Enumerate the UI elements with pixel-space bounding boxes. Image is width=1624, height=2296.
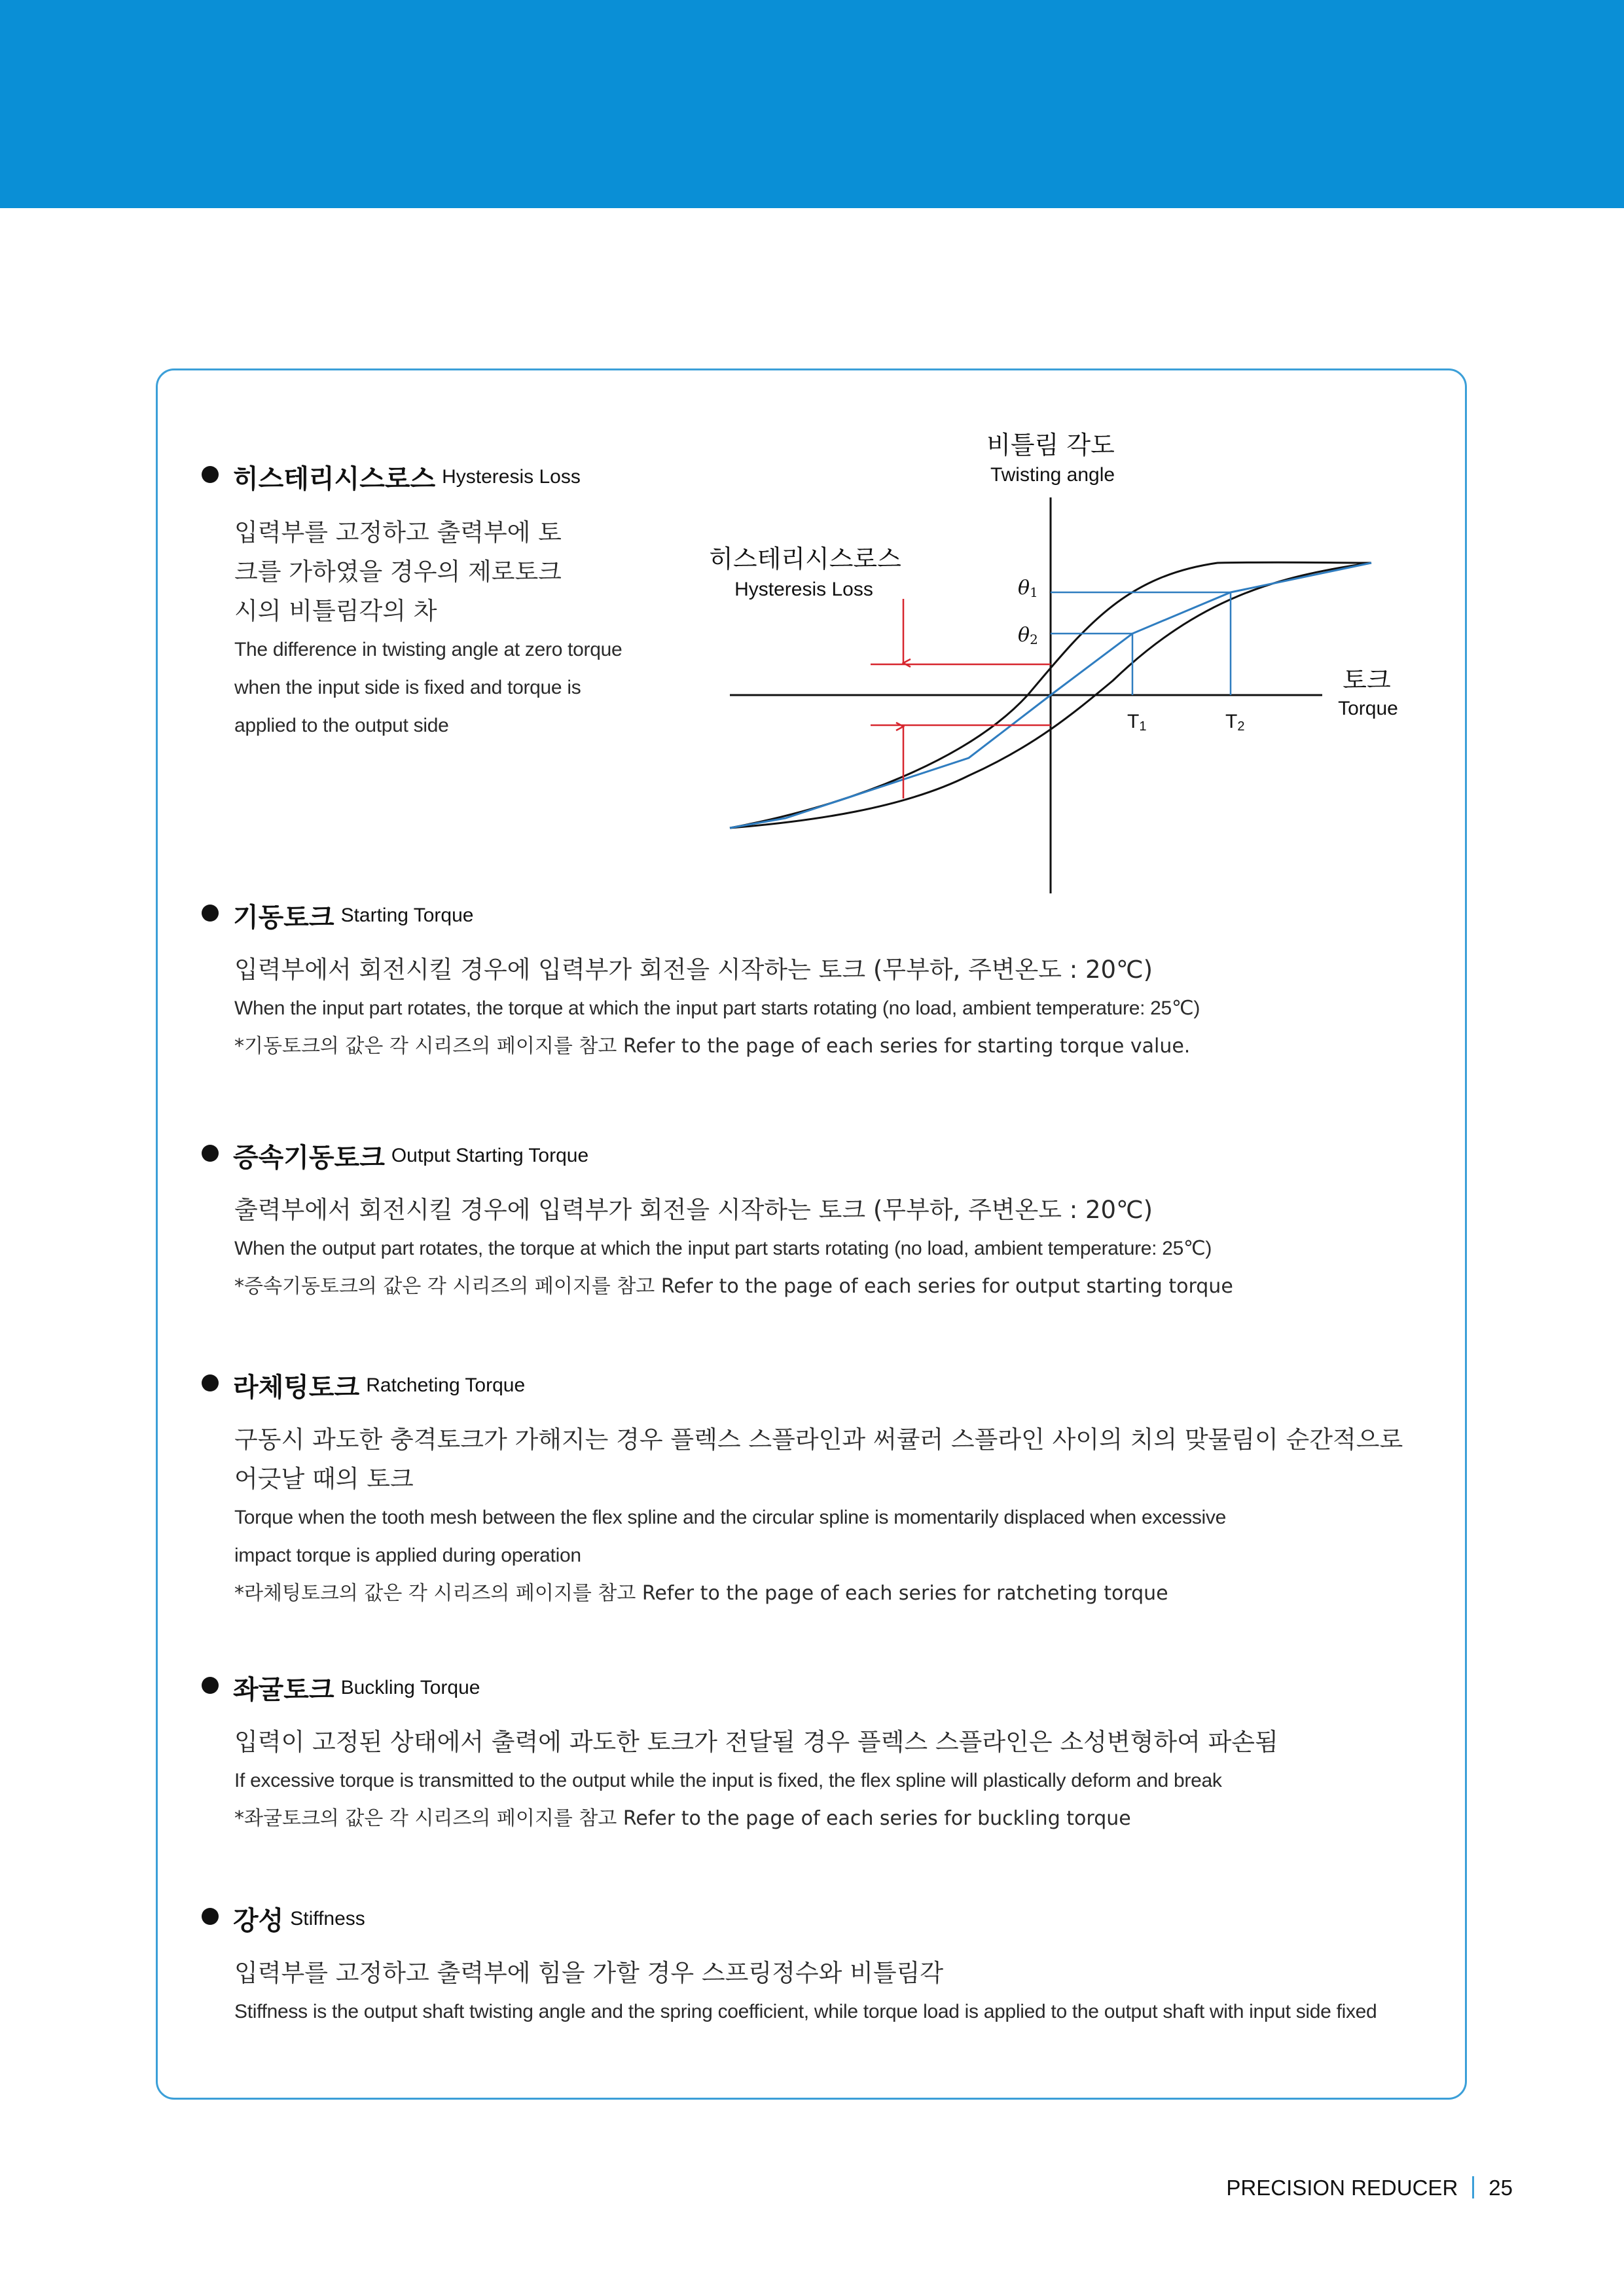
heading-ko: 좌굴토크 [233, 1675, 334, 1705]
text-en: impact torque is applied during operation [234, 1545, 581, 1566]
text-en: When the input part rotates, the torque at which the input part starts rotating (no load, ambient temperature: 25℃) [234, 997, 1200, 1019]
theta1-label: θ1 [1018, 577, 1038, 600]
text-ko: 입력이 고정된 상태에서 출력에 과도한 토크가 전달될 경우 플렉스 스플라인은 소성변형하여 파손됨 [234, 1728, 1278, 1756]
section-heading [202, 1669, 1278, 1710]
text-en: Torque when the tooth mesh between the flex spline and the circular spline is momentarily displaced when excessive [234, 1507, 1226, 1528]
bullet-icon [202, 905, 219, 922]
heading-en: Ratcheting Torque [366, 1374, 526, 1396]
heading-ko: 강성 [233, 1906, 284, 1936]
heading-en: Hysteresis Loss [442, 465, 581, 488]
heading-en: Stiffness [290, 1907, 365, 1929]
text-en: If excessive torque is transmitted to the output while the input is fixed, the flex spline will plastically deform and break [234, 1770, 1222, 1791]
heading-en: Buckling Torque [340, 1676, 480, 1698]
text-en: when the input side is fixed and torque is [234, 677, 581, 698]
text-ko: 입력부에서 회전시킬 경우에 입력부가 회전을 시작하는 토크 (무부하, 주변온도 : 20℃) [234, 956, 1153, 984]
text-en: When the output part rotates, the torque at which the input part starts rotating (no load, ambient temperature: 25℃) [234, 1238, 1212, 1259]
text-ko: 구동시 과도한 충격토크가 가해지는 경우 플렉스 스플라인과 써큘러 스플라인 사이의 치의 맞물림이 순간적으로 [234, 1426, 1403, 1454]
theta2-label: θ2 [1018, 624, 1038, 647]
t2-label: T2 [1225, 711, 1245, 734]
heading-en: Output Starting Torque [391, 1144, 589, 1166]
section-heading [202, 1367, 1403, 1407]
text-ko: 시의 비틀림각의 차 [234, 597, 437, 625]
footer-separator [1472, 2176, 1474, 2198]
page-footer [1226, 2176, 1513, 2200]
section-buckling-torque [202, 1669, 1278, 1838]
note-text: *라체팅토크의 값은 각 시리즈의 페이지를 참고 Refer to the page of each series for ratcheting torque [234, 1582, 1168, 1605]
section-output-starting-torque [202, 1137, 1233, 1306]
section-heading [202, 1137, 1233, 1177]
note-text: *기동토크의 값은 각 시리즈의 페이지를 참고 Refer to the page of each series for starting torque value. [234, 1035, 1191, 1058]
note-text: *증속기동토크의 값은 각 시리즈의 페이지를 참고 Refer to the page of each series for output starting torque [234, 1275, 1233, 1298]
text-en: applied to the output side [234, 715, 449, 736]
section-ratcheting-torque [202, 1367, 1403, 1613]
text-en: The difference in twisting angle at zero torque [234, 639, 623, 660]
bullet-icon [202, 1145, 219, 1162]
section-heading [202, 458, 622, 499]
heading-en: Starting Torque [340, 904, 474, 926]
page-number: 25 [1489, 2176, 1513, 2200]
text-en: Stiffness is the output shaft twisting angle and the spring coefficient, while torque load is applied to the output shaft with input side fixed [234, 2001, 1377, 2022]
bullet-icon [202, 1374, 219, 1391]
section-hysteresis-loss [202, 458, 622, 745]
section-heading [202, 897, 1200, 937]
loss-label-en: Hysteresis Loss [734, 579, 873, 600]
section-body [234, 1191, 1233, 1306]
section-body [234, 1420, 1403, 1613]
x-axis-label-ko: 토크 [1343, 666, 1391, 694]
heading-ko: 증속기동토크 [233, 1143, 385, 1173]
section-body [234, 1954, 1377, 2031]
heading-ko: 히스테리시스로스 [233, 464, 436, 494]
text-ko: 입력부를 고정하고 출력부에 힘을 가할 경우 스프링정수와 비틀림각 [234, 1959, 944, 1987]
text-ko: 입력부를 고정하고 출력부에 토 [234, 518, 562, 547]
bullet-icon [202, 466, 219, 483]
hysteresis-diagram [694, 419, 1453, 903]
text-ko: 크를 가하였을 경우의 제로토크 [234, 558, 562, 586]
bullet-icon [202, 1908, 219, 1925]
text-ko: 어긋날 때의 토크 [234, 1465, 414, 1493]
footer-label: PRECISION REDUCER [1226, 2176, 1458, 2200]
heading-ko: 기동토크 [233, 903, 334, 933]
section-starting-torque [202, 897, 1200, 1066]
header-band [0, 0, 1624, 208]
section-heading [202, 1900, 1377, 1941]
y-axis-label-ko: 비틀림 각도 [986, 431, 1115, 459]
heading-ko: 라체팅토크 [233, 1372, 360, 1403]
x-axis-label-en: Torque [1338, 698, 1398, 719]
y-axis-label-en: Twisting angle [990, 464, 1115, 486]
note-text: *좌굴토크의 값은 각 시리즈의 페이지를 참고 Refer to the page of each series for buckling torque [234, 1807, 1131, 1830]
bullet-icon [202, 1677, 219, 1694]
text-ko: 출력부에서 회전시킬 경우에 입력부가 회전을 시작하는 토크 (무부하, 주변온도 : 20℃) [234, 1196, 1153, 1224]
section-stiffness [202, 1900, 1377, 2031]
section-body [234, 950, 1200, 1066]
t1-label: T1 [1127, 711, 1147, 734]
section-body [234, 1723, 1278, 1838]
section-body [234, 513, 622, 745]
loss-label-ko: 히스테리시스로스 [709, 545, 901, 573]
